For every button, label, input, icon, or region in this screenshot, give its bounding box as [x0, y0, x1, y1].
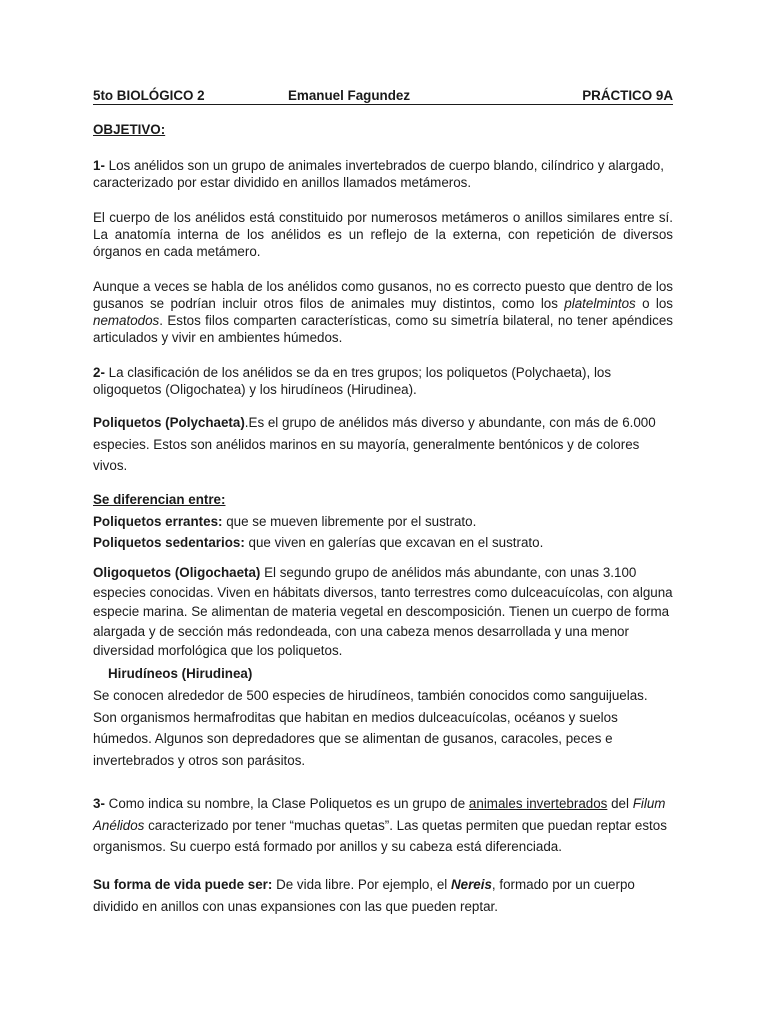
oligoquetos-text: El segundo grupo de anélidos más abundante, con unas 3.100 especies conocidas. Viven en hábitats diversos, tanto terrestres como dulceacuícolas, con alguna especie marina. Se alimentan de materia vegetal en descomposición. Tienen un cuerpo de forma alargada y de sección más redondeada, con una cabeza menos desarrollada y una menor diversidad morfológica que los poliquetos. — [93, 565, 673, 658]
life-form-text-b: , formado por un cuerpo dividido en anillos con unas expansiones con las que pueden reptar. — [93, 877, 635, 914]
oligoquetos-paragraph — [93, 563, 673, 661]
nereis-term: Nereis — [450, 877, 492, 892]
q3-text-c: caracterizado por tener “muchas quetas”. Las quetas permiten que puedan reptar estos organismos. Su cuerpo está formado por anillos y su cabeza está diferenciada. — [93, 817, 667, 854]
oligoquetos-title: Oligoquetos (Oligochaeta) — [93, 565, 261, 580]
sedentarios-label: Poliquetos sedentarios: — [93, 535, 245, 550]
q2-intro — [93, 364, 673, 398]
life-form-label: Su forma de vida puede ser: — [93, 877, 273, 892]
life-form-paragraph — [93, 874, 673, 917]
poliquetos-paragraph — [93, 412, 673, 477]
differences-heading — [93, 489, 673, 511]
q2-number: 2- — [93, 365, 105, 380]
objective-heading: OBJETIVO: — [93, 122, 166, 137]
q1-p3-text-c: . Estos filos comparten características, como su simetría bilateral, no tener apéndices articulados y vivir en ambientes húmedos. — [93, 313, 673, 345]
q1-number: 1- — [93, 158, 105, 173]
q1-p3-italic-nematodos: nematodos — [93, 313, 160, 328]
q1-text: Los anélidos son un grupo de animales invertebrados de cuerpo blando, cilíndrico y alargado, caracterizado por estar dividido en anillos llamados metámeros. — [93, 158, 664, 190]
q1-paragraph-3 — [93, 278, 673, 346]
differences-heading-text: Se diferencian entre: — [93, 492, 226, 507]
poliquetos-text: .Es el grupo de anélidos más diverso y abundante, con más de 6.000 especies. Estos son anélidos marinos en su mayoría, generalmente bentónicos y de colores vivos. — [93, 415, 656, 473]
q3-text-a: Como indica su nombre, la Clase Poliquetos es un grupo de — [104, 796, 469, 811]
q1-paragraph-1 — [93, 157, 673, 191]
q1-p3-text-a: Aunque a veces se habla de los anélidos como gusanos, no es correcto puesto que dentro de los gusanos se podrían incluir otros filos de animales muy distintos, como los — [93, 279, 673, 311]
student-name: Emanuel Fagundez — [288, 88, 411, 103]
q1-p3-italic-platelmintos: platelmintos — [564, 296, 636, 311]
hirudineos-paragraph: Se conocen alrededor de 500 especies de hirudíneos, también conocidos como sanguijuelas. Son organismos hermafroditas que habitan en medios dulceacuícolas, océanos y suelos húmedos. Algunos son depredadores que se alimentan de gusanos, caracoles, peces e invertebrados y otros son parásitos. — [93, 688, 648, 768]
course-label: 5to BIOLÓGICO 2 — [93, 88, 205, 103]
q3-number: 3- — [93, 796, 105, 811]
q3-paragraph — [93, 793, 673, 858]
errantes-text: que se mueven libremente por el sustrato. — [222, 513, 477, 529]
hirudineos-heading — [108, 665, 668, 682]
differences-block — [93, 489, 673, 554]
sedentarios-text: que viven en galerías que excavan en el sustrato. — [244, 535, 544, 550]
errantes-label: Poliquetos errantes: — [93, 513, 223, 529]
q3-text-b: del — [607, 796, 633, 811]
animales-invertebrados-link[interactable]: animales invertebrados — [468, 796, 608, 811]
q1-p3-text-b: o los — [635, 296, 673, 311]
practice-label: PRÁCTICO 9A — [582, 88, 673, 103]
document-header — [93, 87, 673, 105]
q1-paragraph-2: El cuerpo de los anélidos está constituido por numerosos metámeros o anillos similares entre sí. La anatomía interna de los anélidos es un reflejo de la externa, con repetición de diversos órganos en cada metámero. — [93, 210, 673, 259]
q2-intro-text: La clasificación de los anélidos se da en tres grupos; los poliquetos (Polychaeta), los oligoquetos (Oligochatea) y los hirudíneos (Hirudinea). — [93, 365, 612, 397]
errantes-item — [93, 511, 673, 533]
hirudineos-title: Hirudíneos (Hirudinea) — [108, 666, 253, 681]
q3-italic-filum: Filum Anélidos — [93, 796, 666, 833]
life-form-text-a: De vida libre. Por ejemplo, el — [272, 877, 451, 892]
sedentarios-item — [93, 532, 673, 554]
poliquetos-title: Poliquetos (Polychaeta) — [93, 415, 245, 430]
